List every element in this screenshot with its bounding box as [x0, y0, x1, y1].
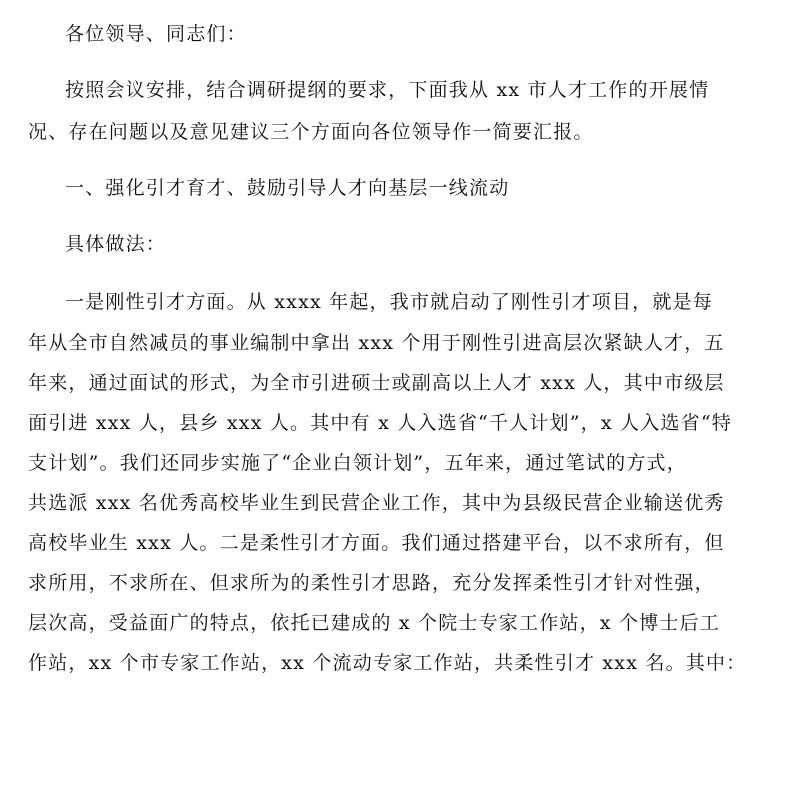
- body-line-1: 一是刚性引才方面。从 xxxx 年起，我市就启动了刚性引才项目，就是每: [65, 291, 713, 313]
- subheading: 具体做法：: [65, 233, 167, 255]
- body-line-8: 求所用，不求所在、但求所为的柔性引才思路，充分发挥柔性引才针对性强，: [28, 572, 715, 594]
- section-heading: 一、强化引才育才、鼓励引导人才向基层一线流动: [65, 177, 510, 199]
- body-line-10: 作站，xx 个市专家工作站，xx 个流动专家工作站，共柔性引才 xxx 名。其中：: [28, 652, 747, 674]
- body-line-7: 高校毕业生 xxx 人。二是柔性引才方面。我们通过搭建平台，以不求所有，但: [28, 532, 725, 554]
- body-line-5: 支计划”。我们还同步实施了“企业白领计划”，五年来，通过笔试的方式，: [28, 452, 687, 474]
- body-line-4: 面引进 xxx 人，县乡 xxx 人。其中有 x 人入选省“千人计划”，x 人入选省“特: [28, 412, 732, 434]
- body-line-3: 年来，通过面试的形式，为全市引进硕士或副高以上人才 xxx 人，其中市级层: [28, 372, 725, 394]
- intro-line-2: 况、存在问题以及意见建议三个方面向各位领导作一简要汇报。: [28, 121, 594, 143]
- intro-line-1: 按照会议安排，结合调研提纲的要求，下面我从 xx 市人才工作的开展情: [65, 79, 710, 101]
- body-line-6: 共选派 xxx 名优秀高校毕业生到民营企业工作，其中为县级民营企业输送优秀: [28, 492, 725, 514]
- body-line-9: 层次高，受益面广的特点，依托已建成的 x 个院士专家工作站，x 个博士后工: [28, 612, 720, 634]
- body-line-2: 年从全市自然减员的事业编制中拿出 xxx 个用于刚性引进高层次紧缺人才，五: [28, 332, 725, 354]
- salutation: 各位领导、同志们：: [65, 23, 247, 45]
